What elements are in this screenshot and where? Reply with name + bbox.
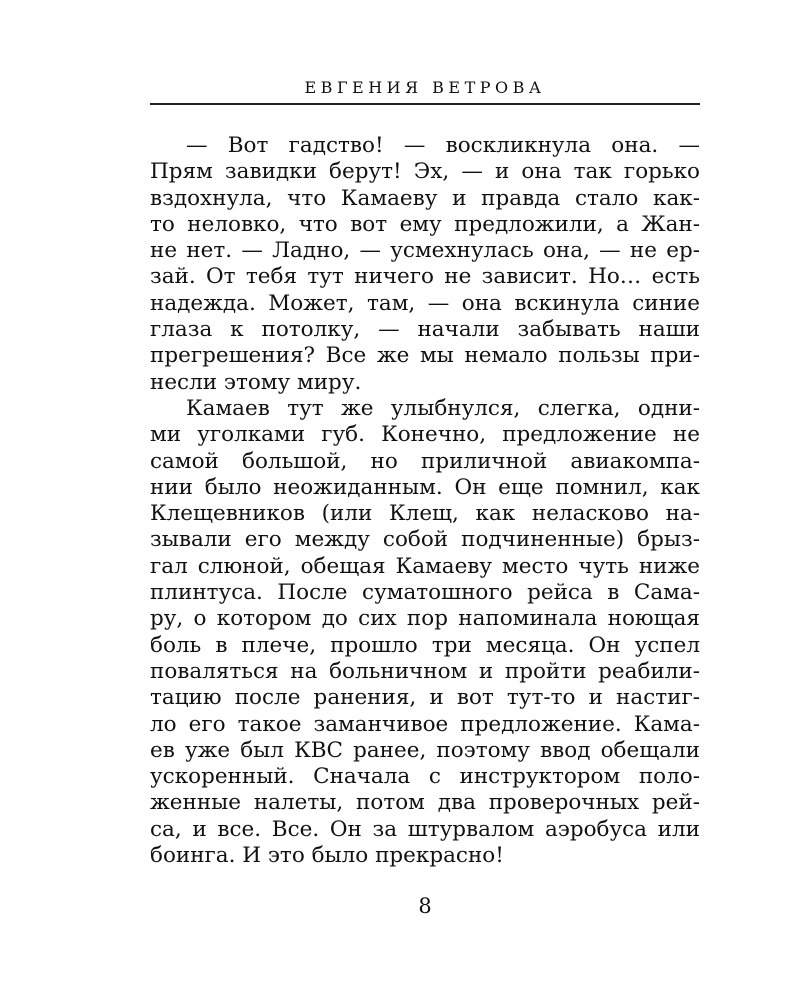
header-rule	[150, 103, 700, 105]
text-line: боль в плече, прошло три месяца. Он успел	[150, 632, 700, 658]
text-line: ми уголками губ. Конечно, предложение не	[150, 422, 700, 448]
text-line: ру, о котором до сих пор напоминала ноющая	[150, 606, 700, 632]
text-line: ускоренный. Сначала с инструктором поло-	[150, 764, 700, 790]
text-line: боинга. И это было прекрасно!	[150, 843, 504, 869]
text-line: ев уже был КВС ранее, поэтому ввод обещали	[150, 737, 700, 763]
text-line: ло его такое заманчивое предложение. Кама-	[150, 711, 700, 737]
text-line: прегрешения? Все же мы немало пользы при-	[150, 343, 700, 369]
text-line: то неловко, что вот ему предложили, а Жан-	[150, 211, 700, 237]
text-line: тацию после ранения, и вот тут-то и настиг-	[150, 685, 700, 711]
text-line: гал слюной, обещая Камаеву место чуть ниже	[150, 553, 700, 579]
page-number: 8	[418, 894, 432, 918]
text-line: поваляться на больничном и пройти реабили-	[150, 658, 700, 684]
running-header-author: ЕВГЕНИЯ ВЕТРОВА	[304, 78, 546, 97]
text-line: нии было неожиданным. Он еще помнил, как	[150, 474, 700, 500]
text-line: Клещевников (или Клещ, как неласково на-	[150, 501, 700, 527]
text-line: глаза к потолку, — начали забывать наши	[150, 317, 700, 343]
text-line: несли этому миру.	[150, 369, 362, 395]
text-line: — Вот гадство! — воскликнула она. —	[186, 133, 700, 158]
text-line: зывали его между собой подчиненные) брыз-	[150, 527, 700, 553]
paragraph-2	[150, 396, 700, 869]
text-line: плинтуса. После суматошного рейса в Сама-	[150, 580, 700, 606]
text-line: зай. От тебя тут ничего не зависит. Но… есть	[150, 264, 700, 290]
text-line: самой большой, но приличной авиакомпа-	[150, 448, 700, 474]
text-line: Прям завидки берут! Эх, — и она так горько	[150, 159, 700, 185]
text-line: надежда. Может, там, — она вскинула синие	[150, 290, 700, 316]
text-line: вздохнула, что Камаеву и правда стало как-	[150, 185, 700, 211]
body-text	[150, 133, 700, 869]
text-line: са, и все. Все. Он за штурвалом аэробуса или	[150, 816, 700, 842]
text-line: не нет. — Ладно, — усмехнулась она, — не ер-	[150, 238, 700, 264]
text-line: Камаев тут же улыбнулся, слегка, одни-	[186, 395, 700, 421]
text-line: женные налеты, потом два проверочных рей-	[150, 790, 700, 816]
paragraph-1	[150, 133, 700, 396]
